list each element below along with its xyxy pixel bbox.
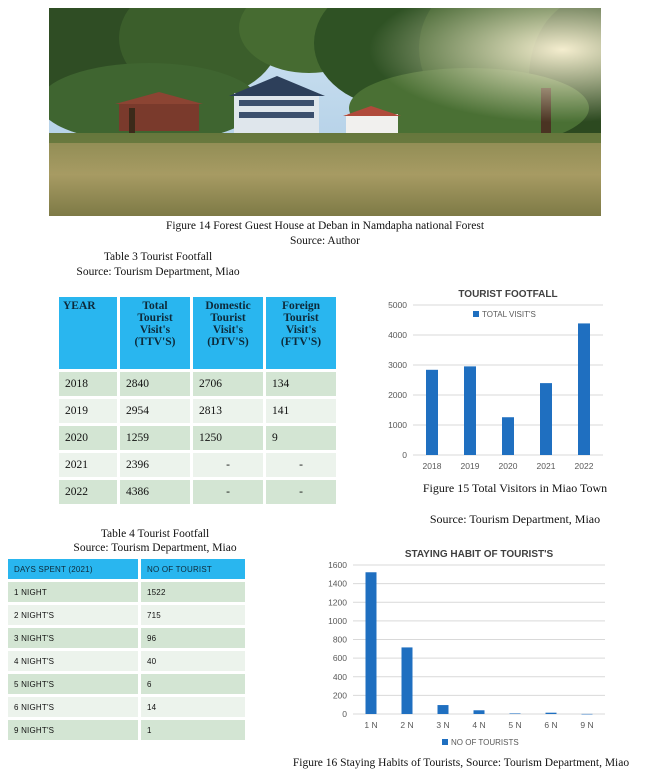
x-tick-label: 2020: [498, 461, 518, 471]
figure-16-caption: Figure 16 Staying Habits of Tourists, Source: Tourism Department, Miao: [292, 757, 630, 769]
legend-label: TOTAL VISIT'S: [482, 310, 536, 319]
table-cell: 6: [141, 674, 245, 694]
table-header: YEAR: [59, 297, 117, 369]
table-row: [8, 674, 245, 694]
table-header: DAYS SPENT (2021): [8, 559, 138, 579]
chart-title: STAYING HABIT OF TOURIST'S: [404, 549, 554, 560]
table-cell: 3 NIGHT'S: [8, 628, 138, 648]
y-tick-label: 0: [342, 709, 347, 719]
bar: [474, 710, 485, 714]
table-cell: 715: [141, 605, 245, 625]
chart-title: TOURIST FOOTFALL: [458, 289, 558, 300]
bar: [402, 647, 413, 714]
bar: [464, 366, 476, 455]
x-tick-label: 5 N: [508, 720, 522, 730]
y-tick-label: 1400: [328, 578, 347, 589]
bar: [540, 383, 552, 455]
y-tick-label: 3000: [388, 360, 407, 370]
table-cell: -: [193, 480, 263, 504]
x-tick-label: 6 N: [544, 720, 558, 730]
legend-swatch: [473, 311, 479, 317]
table-cell: 2020: [59, 426, 117, 450]
table-4-caption: Table 4 Tourist Footfall: [100, 528, 210, 540]
table-3-source: Source: Tourism Department, Miao: [76, 266, 240, 278]
y-tick-label: 5000: [388, 300, 407, 310]
y-tick-label: 1000: [388, 420, 407, 430]
bar: [426, 370, 438, 455]
bar: [582, 714, 593, 715]
x-tick-label: 4 N: [472, 720, 486, 730]
table-row: [8, 605, 245, 625]
table-cell: 134: [266, 372, 336, 396]
table-row: [8, 697, 245, 717]
table-cell: 2018: [59, 372, 117, 396]
table-cell: 9 NIGHT'S: [8, 720, 138, 740]
legend-label: NO OF TOURISTS: [451, 738, 519, 747]
table-header: Foreign Tourist Visit's (FTV'S): [266, 297, 336, 369]
bar: [366, 572, 377, 714]
table-cell: 2 NIGHT'S: [8, 605, 138, 625]
table-row: [59, 480, 336, 504]
table-cell: 96: [141, 628, 245, 648]
table-cell: 2019: [59, 399, 117, 423]
tourist-footfall-table: [56, 294, 339, 507]
table-row: [8, 628, 245, 648]
table-row: [59, 426, 336, 450]
table-cell: -: [266, 453, 336, 477]
table-header: Domestic Tourist Visit's (DTV'S): [193, 297, 263, 369]
staying-days-table: [5, 556, 248, 743]
table-row: [59, 372, 336, 396]
table-cell: 1: [141, 720, 245, 740]
table-cell: 9: [266, 426, 336, 450]
x-tick-label: 2021: [536, 461, 556, 471]
figure-15-caption: Figure 15 Total Visitors in Miao Town: [422, 481, 608, 495]
forest-guest-house-photo: [49, 8, 601, 216]
x-tick-label: 2022: [574, 461, 594, 471]
table-row: [59, 399, 336, 423]
table-cell: 2396: [120, 453, 190, 477]
bar: [546, 713, 557, 714]
y-tick-label: 1600: [328, 560, 347, 570]
table-cell: 2840: [120, 372, 190, 396]
table-cell: 14: [141, 697, 245, 717]
x-tick-label: 2 N: [400, 720, 414, 730]
figure-15-source: Source: Tourism Department, Miao: [429, 512, 601, 526]
table-cell: 1 NIGHT: [8, 582, 138, 602]
x-tick-label: 2018: [422, 461, 442, 471]
y-tick-label: 400: [332, 671, 347, 682]
table-cell: 2022: [59, 480, 117, 504]
bar: [510, 713, 521, 714]
y-tick-label: 4000: [388, 330, 407, 340]
table-cell: -: [193, 453, 263, 477]
figure-14-caption: Figure 14 Forest Guest House at Deban in Namdapha national Forest: [165, 220, 485, 232]
y-tick-label: 1200: [328, 597, 347, 608]
x-tick-label: 2019: [460, 461, 480, 471]
table-cell: 4386: [120, 480, 190, 504]
bar: [438, 705, 449, 714]
tourist-footfall-chart: [365, 282, 615, 480]
legend-swatch: [442, 739, 448, 745]
y-tick-label: 2000: [388, 390, 407, 400]
table-cell: 141: [266, 399, 336, 423]
y-tick-label: 200: [332, 690, 347, 701]
table-cell: 2706: [193, 372, 263, 396]
y-tick-label: 800: [332, 634, 347, 645]
bar: [502, 417, 514, 455]
table-header: Total Tourist Visit's (TTV'S): [120, 297, 190, 369]
table-row: [8, 720, 245, 740]
figure-14-source: Source: Author: [290, 235, 360, 247]
table-row: [8, 582, 245, 602]
table-row: [59, 453, 336, 477]
table-cell: 40: [141, 651, 245, 671]
table-cell: 2813: [193, 399, 263, 423]
table-cell: -: [266, 480, 336, 504]
table-header: NO OF TOURIST: [141, 559, 245, 579]
table-cell: 2021: [59, 453, 117, 477]
table-cell: 1259: [120, 426, 190, 450]
table-cell: 5 NIGHT'S: [8, 674, 138, 694]
x-tick-label: 1 N: [364, 720, 378, 730]
table-3-caption: Table 3 Tourist Footfall: [103, 251, 213, 263]
table-cell: 2954: [120, 399, 190, 423]
y-tick-label: 1000: [328, 615, 347, 626]
x-tick-label: 9 N: [580, 720, 594, 730]
staying-habit-chart: [315, 542, 615, 752]
y-tick-label: 600: [332, 653, 347, 664]
x-tick-label: 3 N: [436, 720, 450, 730]
table-cell: 6 NIGHT'S: [8, 697, 138, 717]
table-row: [8, 651, 245, 671]
table-cell: 1522: [141, 582, 245, 602]
table-cell: 4 NIGHT'S: [8, 651, 138, 671]
table-4-source: Source: Tourism Department, Miao: [73, 542, 237, 554]
bar: [578, 323, 590, 455]
y-tick-label: 0: [402, 450, 407, 460]
table-cell: 1250: [193, 426, 263, 450]
